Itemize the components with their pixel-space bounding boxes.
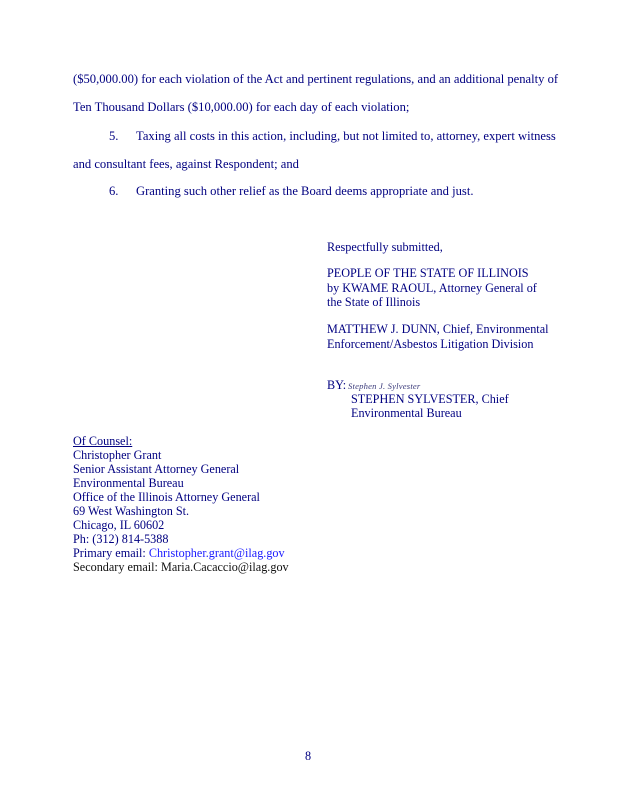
secondary-email-label: Secondary email: [73, 560, 158, 574]
secondary-email-row [73, 560, 289, 575]
secondary-email-value: Maria.Cacaccio@ilag.gov [161, 560, 289, 574]
item-5-line-2: and consultant fees, against Respondent; and [73, 157, 299, 171]
party-line-3: the State of Illinois [327, 295, 421, 309]
counsel-phone: Ph: (312) 814-5388 [73, 532, 169, 546]
paragraph-continued-line-2: Ten Thousand Dollars ($10,000.00) for each day of each violation; [73, 100, 410, 114]
counsel-name: Christopher Grant [73, 448, 162, 462]
signer-line-2: Environmental Bureau [351, 406, 462, 420]
counsel-city: Chicago, IL 60602 [73, 518, 165, 532]
primary-email-link[interactable]: Christopher.grant@ilag.gov [148, 546, 285, 560]
signer-line-1: STEPHEN SYLVESTER, Chief [351, 392, 509, 406]
division-line-2: Enforcement/Asbestos Litigation Division [327, 337, 534, 351]
paragraph-continued-line-1: ($50,000.00) for each violation of the Act and pertinent regulations, and an additional penalty of [73, 72, 559, 86]
counsel-office: Office of the Illinois Attorney General [73, 490, 260, 504]
item-5-number: 5. [109, 129, 119, 143]
item-5-line-1: Taxing all costs in this action, including, but not limited to, attorney, expert witness [136, 129, 556, 143]
closing: Respectfully submitted, [327, 240, 443, 254]
page-number: 8 [305, 749, 312, 763]
item-6-number: 6. [109, 184, 119, 198]
primary-email-row [73, 546, 285, 561]
by-label: BY: [327, 378, 347, 392]
counsel-bureau: Environmental Bureau [73, 476, 184, 490]
primary-email-label: Primary email: [73, 546, 146, 560]
item-6-line-1: Granting such other relief as the Board deems appropriate and just. [136, 184, 474, 198]
party-line-2: by KWAME RAOUL, Attorney General of [327, 281, 537, 295]
handwritten-signature: Stephen J. Sylvester [348, 381, 421, 391]
of-counsel-heading: Of Counsel: [73, 434, 133, 448]
counsel-street: 69 West Washington St. [73, 504, 190, 518]
division-line-1: MATTHEW J. DUNN, Chief, Environmental [327, 322, 549, 336]
counsel-title: Senior Assistant Attorney General [73, 462, 240, 476]
party-line-1: PEOPLE OF THE STATE OF ILLINOIS [327, 266, 529, 280]
